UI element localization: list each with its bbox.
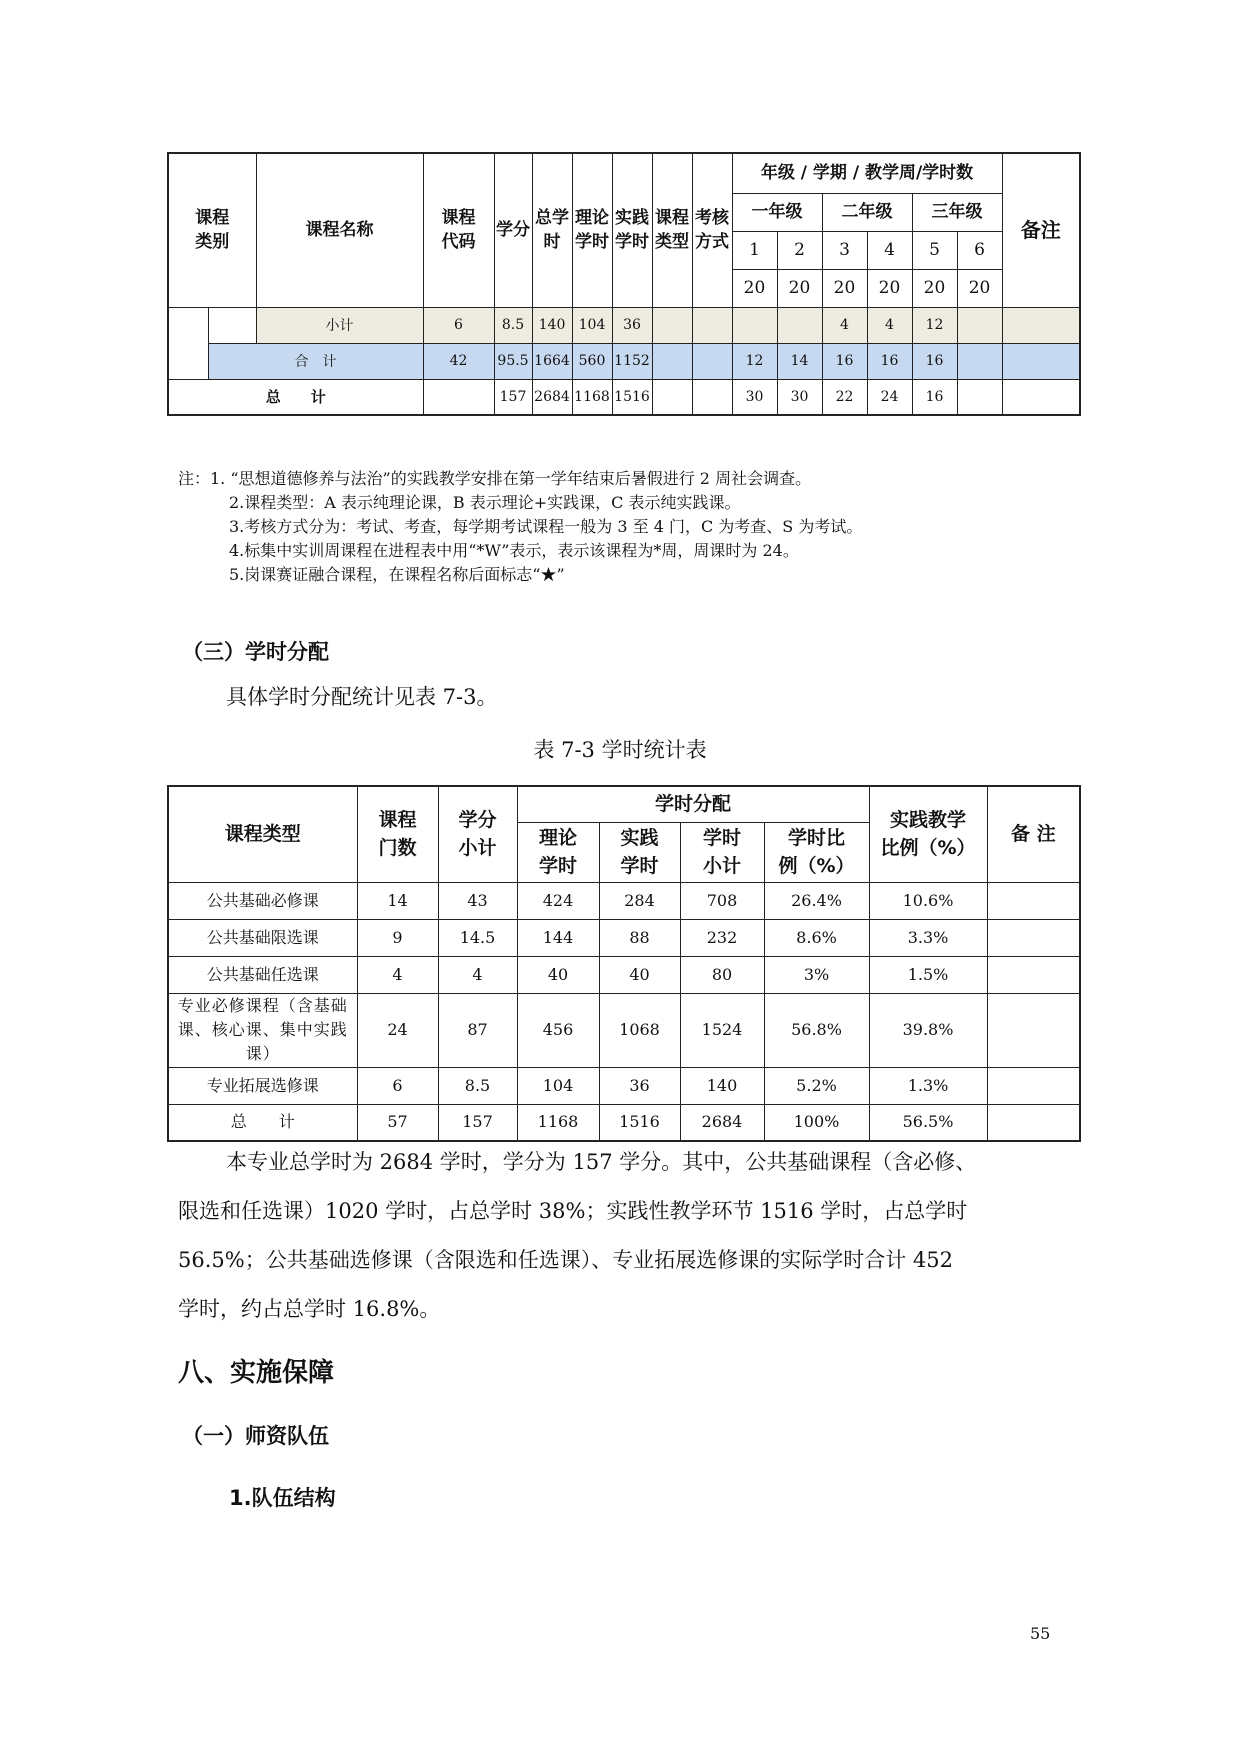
header-remarks: 备 注 [987, 786, 1080, 882]
cell-code: 42 [423, 343, 494, 379]
header-practice-hours: 实践 学时 [612, 153, 652, 307]
cell-practice: 1068 [599, 993, 680, 1067]
table-row [168, 919, 1080, 956]
header-weeks: 20 [867, 269, 912, 307]
header-weeks: 20 [912, 269, 957, 307]
header-category: 课程 类别 [168, 153, 256, 307]
paragraph-hours-intro: 具体学时分配统计见表 7-3。 [226, 685, 498, 709]
cell-practice-ratio: 10.6% [869, 882, 987, 919]
cell-practice-ratio: 39.8% [869, 993, 987, 1067]
note-5: 5.岗课赛证融合课程，在课程名称后面标志“★” [229, 565, 565, 584]
hours-statistics-table [167, 785, 1081, 1142]
cell-theory: 560 [572, 343, 612, 379]
cell-credit: 87 [438, 993, 517, 1067]
table-row [168, 379, 1080, 415]
blank-cell [208, 307, 256, 343]
cell-s5: 12 [912, 307, 957, 343]
cell-remarks [987, 1104, 1080, 1141]
cell-s6 [957, 343, 1002, 379]
note-4: 4.标集中实训周课程在进程表中用“*W”表示，表示该课程为*周，周课时为 24。 [229, 541, 799, 560]
header-semester: 6 [957, 231, 1002, 269]
cell-theory: 144 [517, 919, 599, 956]
header-weeks: 20 [732, 269, 777, 307]
cell-credit: 157 [494, 379, 532, 415]
header-credit-subtotal: 学分 小计 [438, 786, 517, 882]
cell-theory: 104 [572, 307, 612, 343]
cell-subtotal: 1524 [680, 993, 764, 1067]
header-weeks: 20 [822, 269, 867, 307]
cell-s1 [732, 307, 777, 343]
cell-s3: 16 [822, 343, 867, 379]
cell-count: 57 [357, 1104, 438, 1141]
cell-s3: 4 [822, 307, 867, 343]
cell-remarks [987, 1067, 1080, 1104]
row-label: 合 计 [208, 343, 423, 379]
header-course-code: 课程 代码 [423, 153, 494, 307]
header-course-type: 课程 类型 [652, 153, 692, 307]
cell-count: 24 [357, 993, 438, 1067]
cell-practice: 40 [599, 956, 680, 993]
cell-credit: 43 [438, 882, 517, 919]
cell-type [652, 343, 692, 379]
summary-line: 56.5%；公共基础选修课（含限选和任选课）、专业拓展选修课的实际学时合计 452 [178, 1248, 953, 1272]
header-theory-hours: 理论 学时 [572, 153, 612, 307]
summary-line: 学时，约占总学时 16.8%。 [178, 1297, 441, 1321]
cell-count: 14 [357, 882, 438, 919]
cell-ratio: 56.8% [764, 993, 869, 1067]
cell-theory: 456 [517, 993, 599, 1067]
cell-ratio: 3% [764, 956, 869, 993]
cell-credit: 157 [438, 1104, 517, 1141]
header-year-2: 二年级 [822, 193, 912, 231]
cell-credit: 8.5 [494, 307, 532, 343]
cell-assessment [692, 379, 732, 415]
table-row [168, 1067, 1080, 1104]
cell-code: 6 [423, 307, 494, 343]
cell-remarks [1002, 307, 1080, 343]
cell-practice: 1516 [599, 1104, 680, 1141]
cell-s4: 16 [867, 343, 912, 379]
chapter-heading: 八、实施保障 [178, 1358, 335, 1388]
cell-credit: 95.5 [494, 343, 532, 379]
row-label: 小计 [256, 307, 423, 343]
cell-type [652, 307, 692, 343]
cell-type: 专业拓展选修课 [168, 1067, 357, 1104]
cell-theory: 1168 [517, 1104, 599, 1141]
header-hours-allocation: 学时分配 [517, 786, 869, 822]
header-credit: 学分 [494, 153, 532, 307]
cell-s5: 16 [912, 343, 957, 379]
header-semester: 5 [912, 231, 957, 269]
cell-remarks [1002, 379, 1080, 415]
header-semester: 4 [867, 231, 912, 269]
cell-remarks [987, 956, 1080, 993]
cell-s6 [957, 379, 1002, 415]
cell-count: 4 [357, 956, 438, 993]
note-3: 3.考核方式分为：考试、考查，每学期考试课程一般为 3 至 4 门，C 为考查、S 为考试。 [229, 517, 863, 536]
cell-s3: 22 [822, 379, 867, 415]
header-course-type: 课程类型 [168, 786, 357, 882]
cell-total: 2684 [532, 379, 572, 415]
cell-subtotal: 2684 [680, 1104, 764, 1141]
cell-theory: 1168 [572, 379, 612, 415]
note-1: 注：1. “思想道德修养与法治”的实践教学安排在第一学年结束后暑假进行 2 周社会调查。 [178, 469, 812, 488]
table-row [168, 882, 1080, 919]
cell-s2 [777, 307, 822, 343]
header-grade-group: 年级 / 学期 / 教学周/学时数 [732, 153, 1002, 193]
header-semester: 1 [732, 231, 777, 269]
cell-credit: 4 [438, 956, 517, 993]
header-practice-hours: 实践 学时 [599, 822, 680, 882]
cell-type: 专业必修课程（含基础课、核心课、集中实践课） [168, 993, 357, 1067]
header-year-1: 一年级 [732, 193, 822, 231]
cell-subtotal: 232 [680, 919, 764, 956]
table-row [168, 343, 1080, 379]
section-heading-hours: （三）学时分配 [182, 640, 329, 664]
cell-practice-ratio: 1.3% [869, 1067, 987, 1104]
header-hours-ratio: 学时比 例（%） [764, 822, 869, 882]
cell-theory: 104 [517, 1067, 599, 1104]
row-label: 总 计 [168, 379, 423, 415]
cell-type: 总 计 [168, 1104, 357, 1141]
cell-remarks [987, 919, 1080, 956]
header-semester: 3 [822, 231, 867, 269]
header-weeks: 20 [957, 269, 1002, 307]
cell-practice: 88 [599, 919, 680, 956]
table-row [168, 956, 1080, 993]
cell-code [423, 379, 494, 415]
cell-subtotal: 140 [680, 1067, 764, 1104]
cell-remarks [1002, 343, 1080, 379]
cell-s2: 14 [777, 343, 822, 379]
summary-line: 本专业总学时为 2684 学时，学分为 157 学分。其中，公共基础课程（含必修、 [226, 1150, 977, 1174]
header-theory-hours: 理论 学时 [517, 822, 599, 882]
table-row [168, 307, 1080, 343]
cell-ratio: 26.4% [764, 882, 869, 919]
header-assessment: 考核 方式 [692, 153, 732, 307]
cell-total: 140 [532, 307, 572, 343]
cell-practice: 284 [599, 882, 680, 919]
subsection-heading-structure: 1.队伍结构 [229, 1486, 336, 1510]
cell-s2: 30 [777, 379, 822, 415]
cell-type [652, 379, 692, 415]
cell-credit: 8.5 [438, 1067, 517, 1104]
cell-credit: 14.5 [438, 919, 517, 956]
cell-practice-ratio: 56.5% [869, 1104, 987, 1141]
cell-subtotal: 708 [680, 882, 764, 919]
cell-assessment [692, 307, 732, 343]
table-row [168, 1104, 1080, 1141]
cell-ratio: 5.2% [764, 1067, 869, 1104]
cell-s5: 16 [912, 379, 957, 415]
cell-practice: 1152 [612, 343, 652, 379]
cell-ratio: 8.6% [764, 919, 869, 956]
cell-practice-ratio: 1.5% [869, 956, 987, 993]
note-2: 2.课程类型：A 表示纯理论课，B 表示理论+实践课，C 表示纯实践课。 [229, 493, 741, 512]
cell-ratio: 100% [764, 1104, 869, 1141]
header-year-3: 三年级 [912, 193, 1002, 231]
header-hours-subtotal: 学时 小计 [680, 822, 764, 882]
cell-practice: 36 [599, 1067, 680, 1104]
cell-theory: 40 [517, 956, 599, 993]
blank-cell [168, 307, 208, 379]
cell-type: 公共基础限选课 [168, 919, 357, 956]
header-semester: 2 [777, 231, 822, 269]
course-schedule-table [167, 152, 1081, 416]
table-row [168, 993, 1080, 1067]
header-total-hours: 总学 时 [532, 153, 572, 307]
section-heading-teachers: （一）师资队伍 [182, 1424, 329, 1448]
cell-total: 1664 [532, 343, 572, 379]
cell-practice-ratio: 3.3% [869, 919, 987, 956]
page-number: 55 [1030, 1624, 1051, 1643]
cell-s6 [957, 307, 1002, 343]
cell-remarks [987, 882, 1080, 919]
summary-line: 限选和任选课）1020 学时，占总学时 38%；实践性教学环节 1516 学时，占总学时 [178, 1199, 968, 1223]
header-practice-ratio: 实践教学 比例（%） [869, 786, 987, 882]
table-caption: 表 7-3 学时统计表 [533, 738, 707, 762]
header-course-count: 课程 门数 [357, 786, 438, 882]
header-course-name: 课程名称 [256, 153, 423, 307]
cell-s4: 24 [867, 379, 912, 415]
cell-remarks [987, 993, 1080, 1067]
cell-assessment [692, 343, 732, 379]
header-weeks: 20 [777, 269, 822, 307]
cell-practice: 1516 [612, 379, 652, 415]
cell-count: 9 [357, 919, 438, 956]
header-remarks: 备注 [1002, 153, 1080, 307]
cell-type: 公共基础必修课 [168, 882, 357, 919]
cell-theory: 424 [517, 882, 599, 919]
cell-count: 6 [357, 1067, 438, 1104]
cell-s4: 4 [867, 307, 912, 343]
cell-s1: 30 [732, 379, 777, 415]
cell-type: 公共基础任选课 [168, 956, 357, 993]
cell-subtotal: 80 [680, 956, 764, 993]
cell-s1: 12 [732, 343, 777, 379]
cell-practice: 36 [612, 307, 652, 343]
